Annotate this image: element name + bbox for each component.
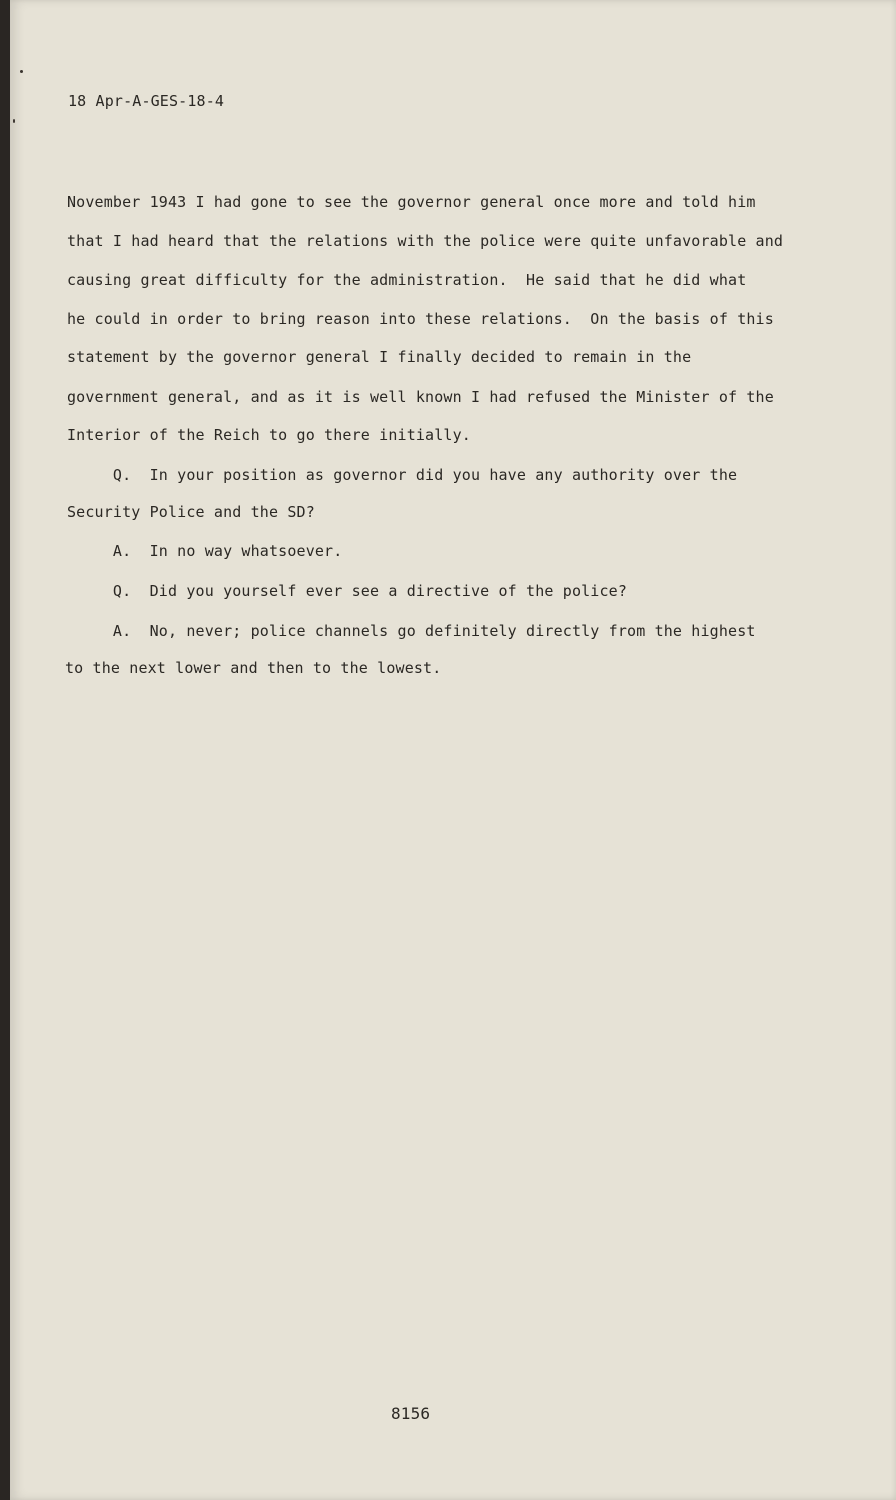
body-line: statement by the governor general I finally decided to remain in the — [67, 348, 692, 366]
page-number: 8156 — [391, 1404, 431, 1423]
body-line: November 1943 I had gone to see the governor general once more and told him — [67, 193, 756, 211]
paper-speck — [13, 119, 15, 123]
body-line: government general, and as it is well known I had refused the Minister of the — [67, 388, 774, 406]
body-line: Interior of the Reich to go there initially. — [67, 426, 471, 444]
document-page — [10, 0, 896, 1500]
body-line: Security Police and the SD? — [67, 503, 315, 521]
answer-line: A. No, never; police channels go definitely directly from the highest — [67, 622, 756, 640]
body-line: to the next lower and then to the lowest. — [65, 659, 442, 677]
document-reference: 18 Apr-A-GES-18-4 — [68, 92, 225, 110]
answer-line: A. In no way whatsoever. — [67, 542, 343, 560]
paper-speck — [20, 70, 23, 73]
body-line: he could in order to bring reason into these relations. On the basis of this — [67, 310, 774, 328]
question-line: Q. In your position as governor did you have any authority over the — [67, 466, 738, 484]
question-line: Q. Did you yourself ever see a directive of the police? — [67, 582, 628, 600]
body-line: that I had heard that the relations with the police were quite unfavorable and — [67, 232, 784, 250]
body-line: causing great difficulty for the administration. He said that he did what — [67, 271, 747, 289]
